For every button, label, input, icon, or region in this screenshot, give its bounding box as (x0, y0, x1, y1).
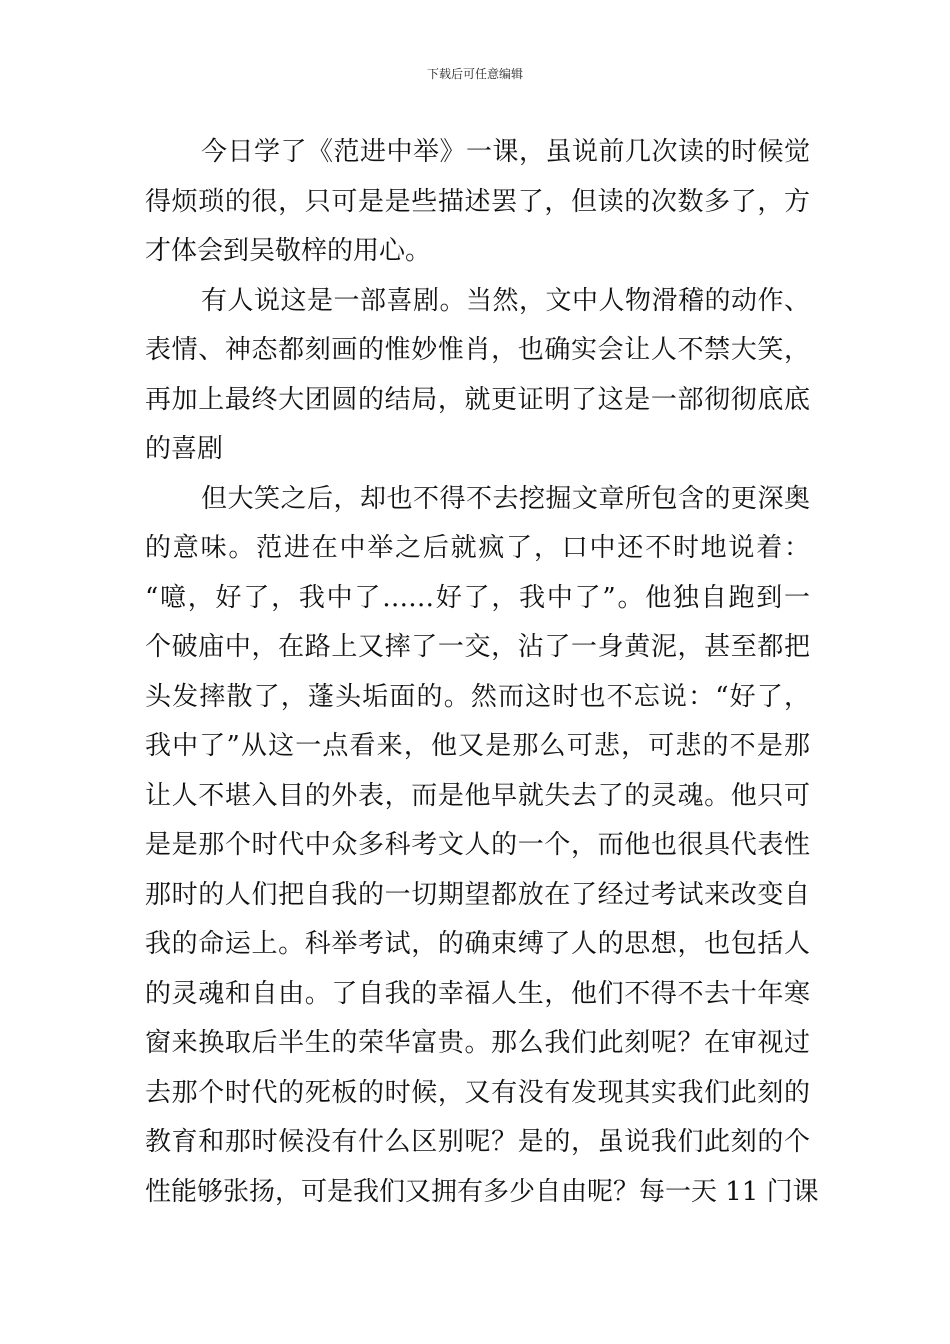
text-line: 才体会到吴敬梓的用心。 (145, 236, 432, 266)
text-line: 今日学了《范进中举》一课，虽说前几次读的时候觉 (201, 137, 810, 167)
text-line: 让人不堪入目的外表，而是他早就失去了的灵魂。他只可 (145, 780, 810, 811)
text-line: 有人说这是一部喜剧。当然，文中人物滑稽的动作、 (201, 285, 810, 316)
text-line: 的喜剧 (145, 434, 224, 464)
text-line: 再加上最终大团圆的结局，就更证明了这是一部彻彻底底 (145, 384, 810, 415)
text-line: 表情、神态都刻画的惟妙惟肖，也确实会让人不禁大笑， (145, 335, 810, 365)
text-line: 的灵魂和自由。了自我的幸福人生，他们不得不去十年寒 (145, 978, 810, 1009)
page-header: 下载后可任意编辑 (426, 67, 523, 81)
text-line: 我的命运上。科举考试，的确束缚了人的思想，也包括人 (145, 929, 810, 959)
text-line: 去那个时代的死板的时候，又有没有发现其实我们此刻的 (145, 1077, 810, 1108)
text-line: 性能够张扬，可是我们又拥有多少自由呢？每一天 11 门课 (145, 1176, 819, 1207)
text-line: 的意味。范进在中举之后就疯了，口中还不时地说着： (145, 533, 810, 563)
text-line: 个破庙中，在路上又摔了一交，沾了一身黄泥，甚至都把 (145, 632, 810, 662)
text-line: 得烦琐的很，只可是是些描述罢了，但读的次数多了，方 (145, 186, 810, 217)
essay-body (145, 128, 819, 1217)
text-line: 头发摔散了，蓬头垢面的。然而这时也不忘说：“好了， (145, 681, 810, 712)
text-line: 教育和那时候没有什么区别呢？是的，虽说我们此刻的个 (145, 1127, 810, 1157)
text-line: “噫，好了，我中了……好了，我中了”。他独自跑到一 (145, 582, 810, 613)
text-line: 窗来换取后半生的荣华富贵。那么我们此刻呢？在审视过 (145, 1028, 810, 1058)
text-line: 是是那个时代中众多科考文人的一个，而他也很具代表性 (145, 830, 810, 860)
text-line: 我中了”从这一点看来，他又是那么可悲，可悲的不是那 (145, 731, 810, 761)
text-line: 那时的人们把自我的一切期望都放在了经过考试来改变自 (145, 879, 810, 910)
text-line: 但大笑之后，却也不得不去挖掘文章所包含的更深奥 (201, 483, 810, 514)
